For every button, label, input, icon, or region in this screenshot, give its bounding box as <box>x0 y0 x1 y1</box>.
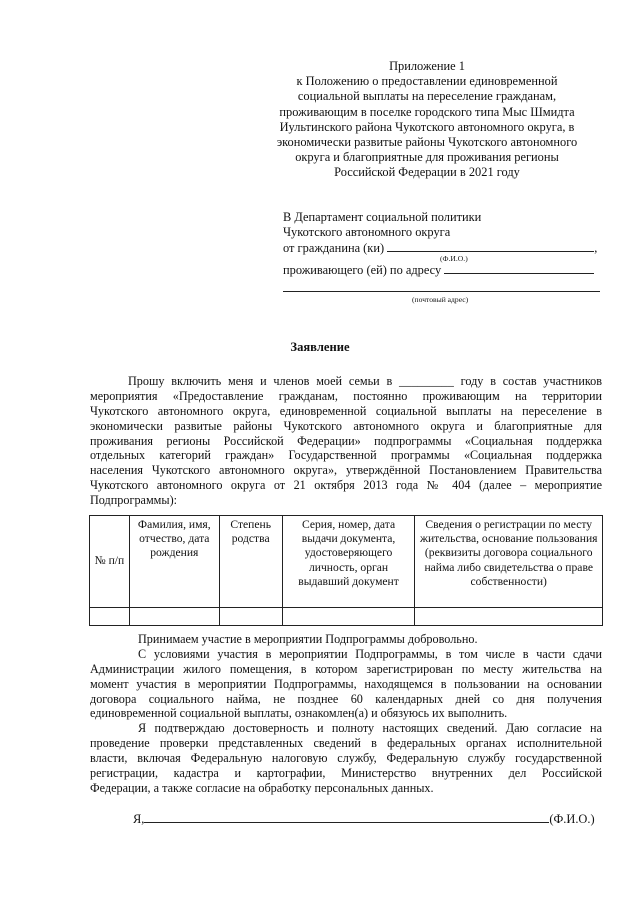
signature-row <box>133 811 603 827</box>
consent-line: Я подтверждаю достоверность и полноту настоящих сведений. Даю согласие на <box>138 721 602 736</box>
fio-caption: (Ф.И.О.) <box>440 254 468 263</box>
consent-line: проведение проверки представленных сведений в федеральных органах исполнительной <box>90 736 602 751</box>
paragraph-line: экономически развитые районы Чукотского автономного округа и благоприятные для <box>90 418 602 433</box>
document-title: Заявление <box>290 340 350 354</box>
signature-name-field[interactable] <box>144 811 549 823</box>
consent-line: регистрации, кадастра и картографии, Министерство внутренних дел Российской <box>90 766 602 781</box>
conditions-line: С условиями участия в мероприятии Подпрограммы, в том числе в части сдачи <box>138 646 602 661</box>
signature-suffix: (Ф.И.О.) <box>549 812 595 826</box>
conditions-line: договора социального найма, не позднее 60 календарных дней со дня получения <box>90 691 602 706</box>
appendix-line: проживающим в поселке городского типа Мыс Шмидта <box>279 104 575 119</box>
paragraph-line: отдельных категорий граждан» Государственной программы «Социальная поддержка <box>90 448 602 463</box>
column-header-number: № п/п <box>90 516 130 608</box>
paragraph-line: Прошу включить меня и членов моей семьи в _________ году в состав участников <box>128 374 602 388</box>
paragraph-line: Чукотского автономного округа, единовременной социальной выплаты на переселение в <box>90 403 602 418</box>
paragraph-line: Подпрограммы): <box>90 493 178 508</box>
appendix-line: социальной выплаты на переселение гражданам, <box>297 89 557 104</box>
paragraph-line: населения Чукотского автономного округа», утверждённой Постановлением Правительства <box>90 463 602 478</box>
consent-line: власти, включая Федеральную налоговую службу, Федеральную службу государственной <box>90 751 602 766</box>
paragraph-line: мероприятия «Предоставление гражданам, постоянно проживающим на территории <box>90 388 602 403</box>
appendix-header <box>262 59 592 181</box>
residence-address-field[interactable] <box>444 262 594 274</box>
request-paragraph <box>90 374 602 508</box>
conditions-line: момент участия в мероприятии Подпрограммы, находящемся в пользовании на основании <box>90 676 602 691</box>
column-header-full-name: Фамилия, имя, отчество, дата рождения <box>129 516 219 608</box>
signature-prefix: Я, <box>133 812 145 826</box>
addressee-block <box>283 210 603 256</box>
paragraph-line: Чукотского автономного округа от 21 октября 2013 года № 404 (далее – мероприятие <box>90 478 602 493</box>
residence-row <box>283 262 603 278</box>
table-header-row <box>90 516 603 608</box>
appendix-line: округа и благоприятные для проживания регионы <box>295 150 559 165</box>
table-cell[interactable] <box>282 608 415 626</box>
family-members-table <box>89 515 603 626</box>
residence-label: проживающего (ей) по адресу <box>283 263 442 277</box>
postal-address-caption: (почтовый адрес) <box>412 295 469 304</box>
table-cell[interactable] <box>219 608 282 626</box>
appendix-line: Приложение 1 <box>389 59 465 73</box>
table-cell[interactable] <box>129 608 219 626</box>
applicant-name-field[interactable] <box>387 240 594 252</box>
table-row <box>90 608 603 626</box>
consent-line: Федерации, а также согласие на обработку персональных данных. <box>90 780 434 795</box>
table-cell[interactable] <box>90 608 130 626</box>
appendix-line: к Положению о предоставлении единовременной <box>296 74 558 89</box>
column-header-relationship: Степень родства <box>219 516 282 608</box>
appendix-line: экономически развитые районы Чукотского автономного <box>276 135 578 150</box>
comma: , <box>594 241 598 255</box>
appendix-line: Российской Федерации в 2021 году <box>334 165 520 180</box>
addressee-line-2: Чукотского автономного округа <box>283 225 451 239</box>
statements-block <box>90 632 602 796</box>
postal-address-field[interactable] <box>283 280 600 292</box>
addressee-line-1: В Департамент социальной политики <box>283 210 482 224</box>
column-header-id-document: Серия, номер, дата выдачи документа, удостоверяющего личность, орган выдавший документ <box>282 516 415 608</box>
from-citizen-label: от гражданина (ки) <box>283 241 385 255</box>
voluntary-statement: Принимаем участие в мероприятии Подпрограммы добровольно. <box>138 632 478 646</box>
table-cell[interactable] <box>415 608 603 626</box>
column-header-registration: Сведения о регистрации по месту жительства, основание пользования (реквизиты договора социального найма либо свидетельства о праве собственности) <box>415 516 603 608</box>
conditions-line: Администрации жилого помещения, в котором зарегистрирован по месту жительства на <box>90 661 602 676</box>
appendix-line: Иультинского района Чукотского автономного округа, в <box>279 119 575 134</box>
paragraph-line: проживания регионы Российской Федерации» подпрограммы «Социальная поддержка <box>90 433 602 448</box>
conditions-line: единовременной социальной выплаты, ознакомлен(а) и обязуюсь их выполнить. <box>90 706 508 721</box>
